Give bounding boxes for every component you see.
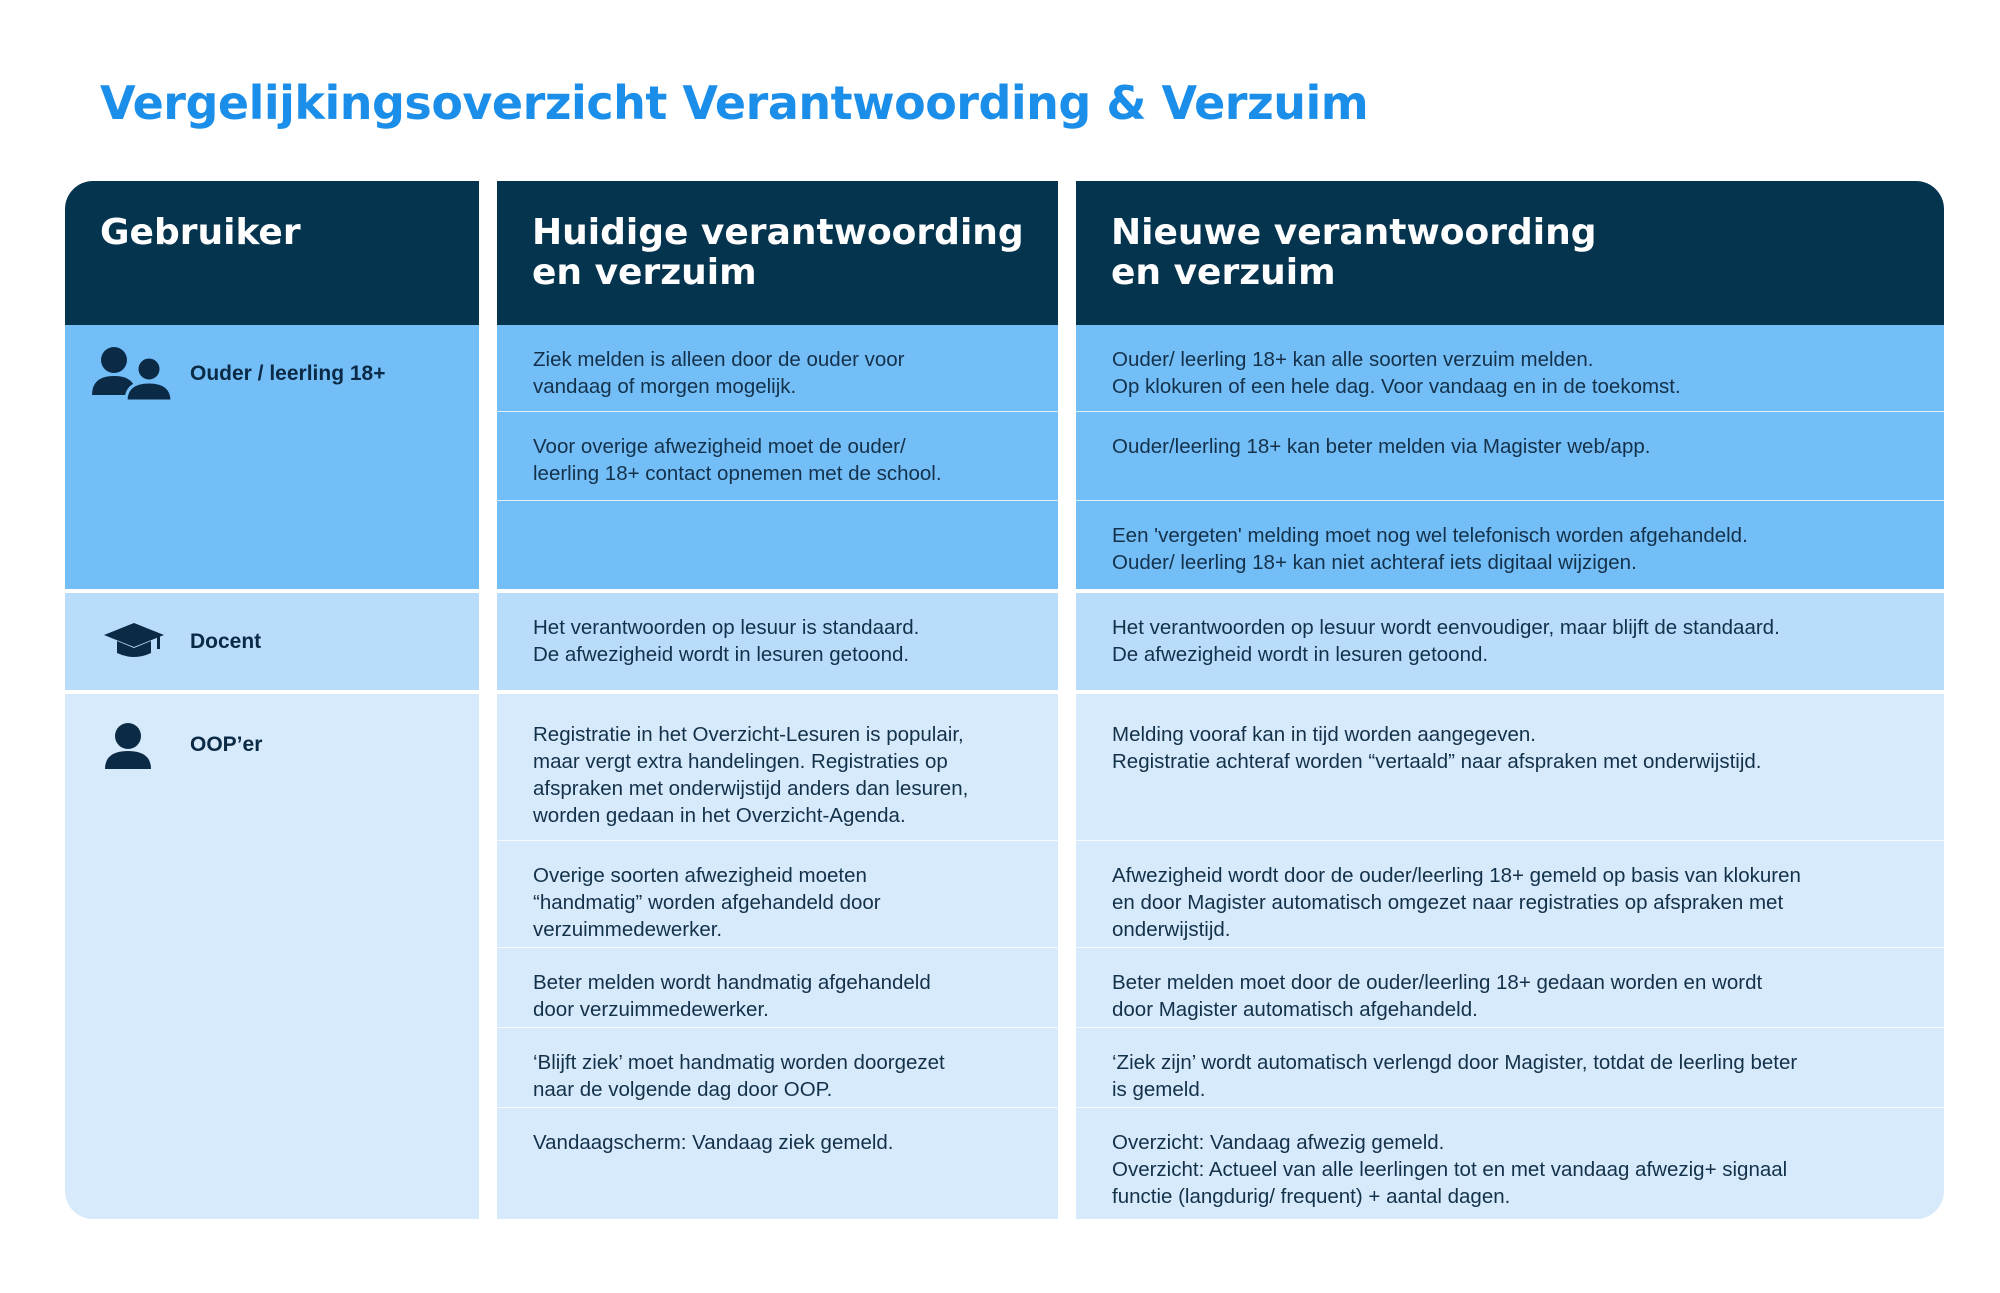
table-cell bbox=[1076, 500, 1944, 589]
column-header-new bbox=[1076, 181, 1944, 325]
column-header-current bbox=[497, 181, 1058, 325]
person-icon bbox=[104, 722, 152, 770]
table-cell bbox=[1076, 1027, 1944, 1107]
cell-line: functie (langdurig/ frequent) + aantal dagen. bbox=[1112, 1185, 1511, 1208]
cell-line: Beter melden moet door de ouder/leerling 18+ gedaan worden en wordt bbox=[1112, 971, 1763, 994]
page-title: Vergelijkingsoverzicht Verantwoording & Verzuim bbox=[100, 76, 1369, 130]
cell-line: onderwijstijd. bbox=[1112, 918, 1231, 941]
cell-line: Registratie achteraf worden “vertaald” naar afspraken met onderwijstijd. bbox=[1112, 750, 1762, 773]
table-cell bbox=[497, 1027, 1058, 1107]
table-cell bbox=[1076, 840, 1944, 947]
header-line: Huidige verantwoording bbox=[532, 212, 1024, 253]
people-icon bbox=[92, 345, 174, 401]
table-cell bbox=[1076, 694, 1944, 840]
cell-line: Het verantwoorden op lesuur is standaard. bbox=[533, 616, 920, 639]
column-current bbox=[497, 181, 1058, 1219]
column-header-user bbox=[65, 181, 479, 325]
cell-line: Registratie in het Overzicht-Lesuren is populair, bbox=[533, 723, 964, 746]
user-label: OOP’er bbox=[190, 733, 263, 756]
column-user bbox=[65, 181, 479, 1219]
cell-line: Overzicht: Actueel van alle leerlingen tot en met vandaag afwezig+ signaal bbox=[1112, 1158, 1788, 1181]
section-oop bbox=[1076, 694, 1944, 1219]
column-new bbox=[1076, 181, 1944, 1219]
table-cell bbox=[1076, 411, 1944, 500]
section-oop bbox=[497, 694, 1058, 1219]
cell-line: Overzicht: Vandaag afwezig gemeld. bbox=[1112, 1131, 1445, 1154]
cell-line: leerling 18+ contact opnemen met de school. bbox=[533, 462, 942, 485]
cell-line: maar vergt extra handelingen. Registraties op bbox=[533, 750, 948, 773]
cell-line: Ouder/leerling 18+ kan beter melden via Magister web/app. bbox=[1112, 435, 1651, 458]
table-cell bbox=[497, 1107, 1058, 1219]
cell-line: worden gedaan in het Overzicht-Agenda. bbox=[533, 804, 906, 827]
header-line: en verzuim bbox=[1111, 252, 1336, 293]
table-cell bbox=[497, 840, 1058, 947]
cell-line: Melding vooraf kan in tijd worden aangegeven. bbox=[1112, 723, 1536, 746]
cell-line: Ouder/ leerling 18+ kan niet achteraf iets digitaal wijzigen. bbox=[1112, 551, 1637, 574]
user-label: Docent bbox=[190, 630, 262, 653]
section-docent bbox=[1076, 593, 1944, 690]
section-docent bbox=[497, 593, 1058, 690]
cell-line: Ouder/ leerling 18+ kan alle soorten verzuim melden. bbox=[1112, 348, 1594, 371]
table-cell bbox=[1076, 947, 1944, 1027]
cell-line: is gemeld. bbox=[1112, 1078, 1206, 1101]
cell-line: Het verantwoorden op lesuur wordt eenvoudiger, maar blijft de standaard. bbox=[1112, 616, 1780, 639]
section-oop bbox=[65, 694, 479, 1219]
table-cell bbox=[1076, 325, 1944, 411]
cell-line: door Magister automatisch afgehandeld. bbox=[1112, 998, 1478, 1021]
graduation-cap-icon bbox=[103, 621, 165, 659]
cell-line: door verzuimmedewerker. bbox=[533, 998, 769, 1021]
table-cell bbox=[497, 411, 1058, 500]
table-cell bbox=[497, 694, 1058, 840]
table-cell-empty bbox=[497, 500, 1058, 589]
section-docent bbox=[65, 593, 479, 690]
table-cell bbox=[1076, 1107, 1944, 1219]
table-cell bbox=[497, 593, 1058, 690]
cell-line: afspraken met onderwijstijd anders dan lesuren, bbox=[533, 777, 969, 800]
header-line: Gebruiker bbox=[100, 212, 301, 253]
cell-line: ‘Blijft ziek’ moet handmatig worden doorgezet bbox=[533, 1051, 945, 1074]
header-line: en verzuim bbox=[532, 252, 757, 293]
table-cell bbox=[497, 947, 1058, 1027]
cell-line: ‘Ziek zijn’ wordt automatisch verlengd door Magister, totdat de leerling beter bbox=[1112, 1051, 1798, 1074]
cell-line: Ziek melden is alleen door de ouder voor bbox=[533, 348, 905, 371]
header-line: Nieuwe verantwoording bbox=[1111, 212, 1597, 253]
section-ouder bbox=[1076, 325, 1944, 589]
cell-line: en door Magister automatisch omgezet naar registraties op afspraken met bbox=[1112, 891, 1784, 914]
cell-line: Afwezigheid wordt door de ouder/leerling 18+ gemeld op basis van klokuren bbox=[1112, 864, 1801, 887]
cell-line: verzuimmedewerker. bbox=[533, 918, 723, 941]
cell-line: Voor overige afwezigheid moet de ouder/ bbox=[533, 435, 906, 458]
cell-line: De afwezigheid wordt in lesuren getoond. bbox=[1112, 643, 1489, 666]
cell-line: Op klokuren of een hele dag. Voor vandaag en in de toekomst. bbox=[1112, 375, 1681, 398]
cell-line: Een 'vergeten' melding moet nog wel telefonisch worden afgehandeld. bbox=[1112, 524, 1748, 547]
user-label: Ouder / leerling 18+ bbox=[190, 362, 386, 385]
cell-line: vandaag of morgen mogelijk. bbox=[533, 375, 797, 398]
cell-line: “handmatig” worden afgehandeld door bbox=[533, 891, 881, 914]
cell-line: naar de volgende dag door OOP. bbox=[533, 1078, 833, 1101]
section-ouder bbox=[65, 325, 479, 589]
cell-line: Overige soorten afwezigheid moeten bbox=[533, 864, 867, 887]
table-cell bbox=[497, 325, 1058, 411]
cell-line: Beter melden wordt handmatig afgehandeld bbox=[533, 971, 931, 994]
cell-line: Vandaagscherm: Vandaag ziek gemeld. bbox=[533, 1131, 894, 1154]
table-cell bbox=[1076, 593, 1944, 690]
cell-line: De afwezigheid wordt in lesuren getoond. bbox=[533, 643, 910, 666]
section-ouder bbox=[497, 325, 1058, 589]
